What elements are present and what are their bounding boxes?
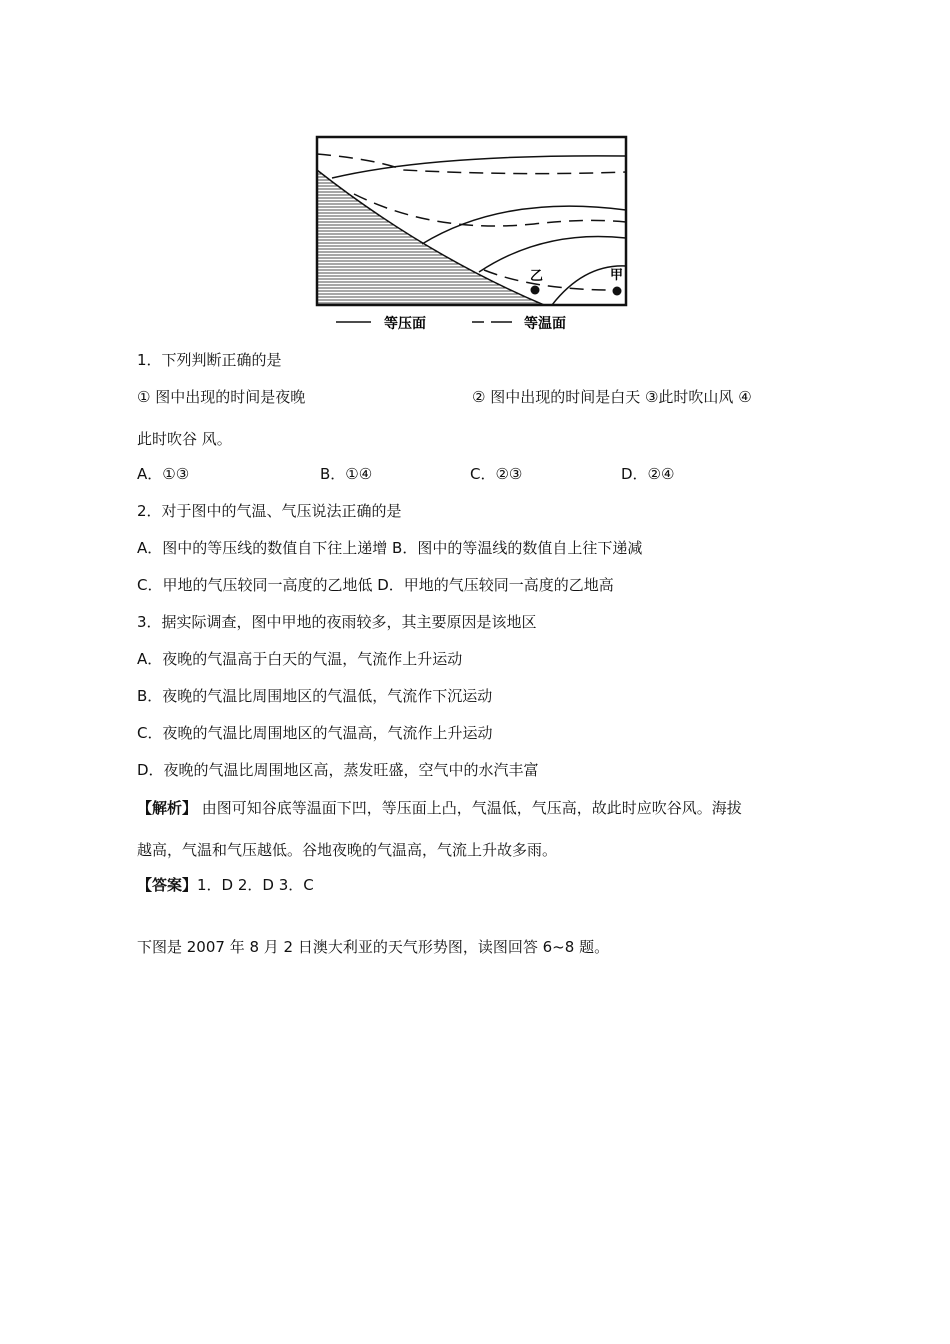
q2-stem: 2．对于图中的气温、气压说法正确的是 [137, 502, 402, 520]
label-yi: 乙 [530, 269, 544, 284]
q1-item2-continued: 此时吹谷 风。 [137, 430, 232, 448]
legend-isotherm-label: 等温面 [524, 316, 566, 332]
q3-option-d: D．夜晚的气温比周围地区高，蒸发旺盛，空气中的水汽丰富 [137, 761, 539, 779]
point-jia [613, 287, 622, 296]
next-section-intro: 下图是 2007 年 8 月 2 日澳大利亚的天气形势图，读图回答 6~8 题。 [137, 938, 610, 956]
analysis-label: 【解析】 [137, 799, 198, 817]
q2-options-ab: A．图中的等压线的数值自下往上递增 B．图中的等温线的数值自上往下递减 [137, 539, 643, 557]
answer-line [137, 875, 314, 895]
valley-isobar-isotherm-figure [314, 134, 630, 338]
figure-svg [314, 134, 630, 338]
q1-item2: ② 图中出现的时间是白天 ③此时吹山风 ④ [472, 388, 752, 406]
analysis-line-1 [137, 798, 742, 818]
q1-stem: 1．下列判断正确的是 [137, 351, 282, 369]
q1-option-b: B．①④ [320, 465, 373, 483]
q3-option-b: B．夜晚的气温比周围地区的气温低，气流作下沉运动 [137, 687, 493, 705]
q3-option-a: A．夜晚的气温高于白天的气温，气流作上升运动 [137, 650, 463, 668]
q2-options-cd: C．甲地的气压较同一高度的乙地低 D．甲地的气压较同一高度的乙地高 [137, 576, 614, 594]
q1-option-d: D．②④ [621, 465, 675, 483]
q1-item1: ① 图中出现的时间是夜晚 [137, 388, 306, 406]
analysis-text-2: 越高，气温和气压越低。谷地夜晚的气温高，气流上升故多雨。 [137, 841, 558, 859]
legend-isobar-label: 等压面 [384, 316, 426, 332]
analysis-text-1: 由图可知谷底等温面下凹，等压面上凸，气温低，气压高，故此时应吹谷风。海拔 [197, 799, 742, 817]
point-yi [531, 286, 540, 295]
answer-text: 1．D 2．D 3．C [197, 876, 314, 894]
label-jia: 甲 [610, 268, 624, 283]
q3-stem: 3．据实际调查，图中甲地的夜雨较多，其主要原因是该地区 [137, 613, 537, 631]
answer-label: 【答案】 [137, 876, 198, 894]
q3-option-c: C．夜晚的气温比周围地区的气温高，气流作上升运动 [137, 724, 493, 742]
q1-option-c: C．②③ [470, 465, 523, 483]
q1-option-a: A．①③ [137, 465, 190, 483]
